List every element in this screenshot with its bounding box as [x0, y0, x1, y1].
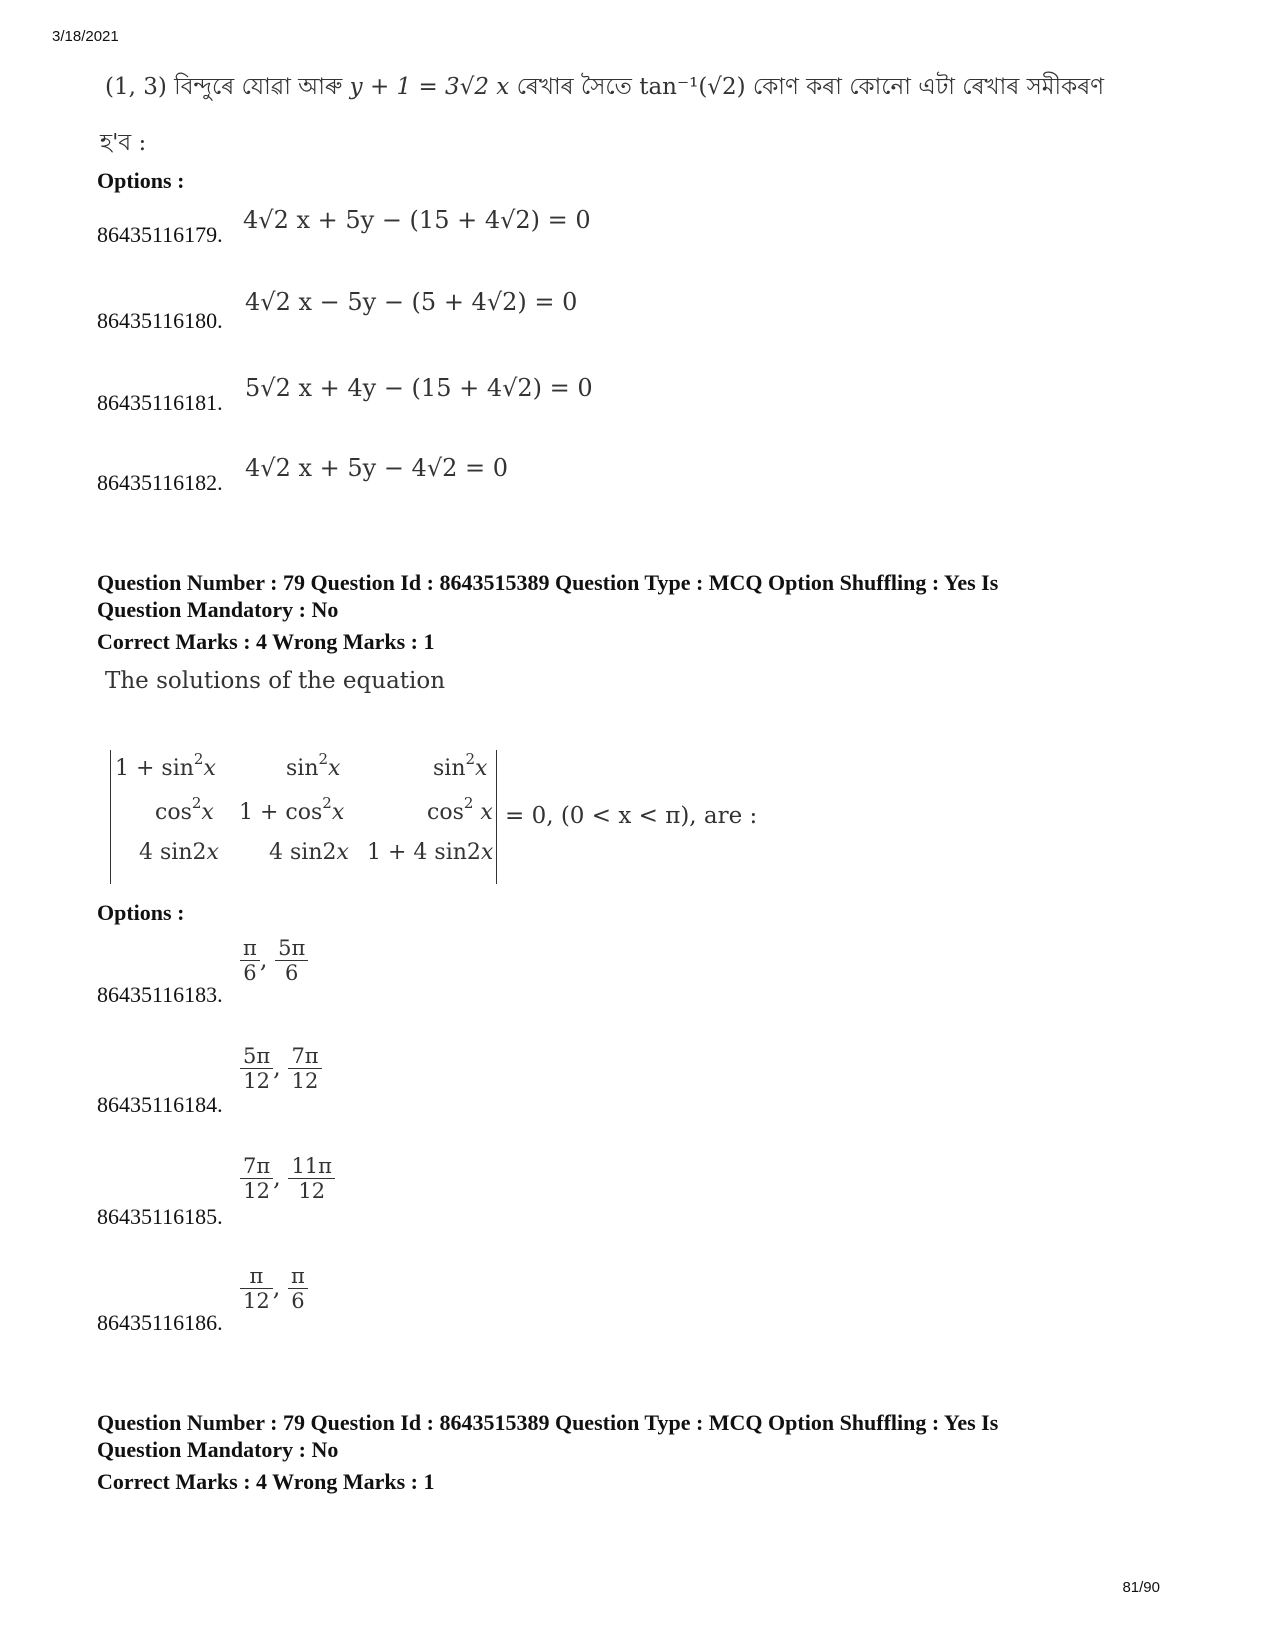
q80-meta-line2: Question Mandatory : No [97, 1437, 339, 1462]
q79-marks: Correct Marks : 4 Wrong Marks : 1 [97, 629, 435, 654]
det-cell: $1 + \sin^2x$ [115, 750, 216, 781]
option-fractions: $\frac{5\pi}{12}$ , $\frac{7\pi}{12}$ [240, 1044, 322, 1093]
determinant-suffix: = 0, (0 < x < π), are : [505, 803, 758, 829]
option-id: 86435116181. [97, 390, 223, 415]
q80-marks: Correct Marks : 4 Wrong Marks : 1 [97, 1469, 435, 1494]
q78-question-line2: হ'ব : [100, 130, 147, 156]
option-expression: 5√2 x + 4y − (15 + 4√2) = 0 [245, 374, 593, 402]
option-id: 86435116180. [97, 308, 223, 333]
option-id: 86435116182. [97, 470, 223, 495]
option-fractions: $\frac{\pi}{12}$ , $\frac{\pi}{6}$ [240, 1264, 308, 1313]
q79-question-text: The solutions of the equation [105, 668, 446, 694]
q78-prefix: (1, 3) বিন্দুৰে যোৱা আৰু [105, 74, 343, 100]
page-number: 81/90 [1122, 1579, 1160, 1596]
det-cell: $\sin^2x$ [433, 750, 488, 781]
det-cell: $\cos^2 x$ [427, 794, 493, 825]
option-id: 86435116186. [97, 1310, 223, 1335]
q80-meta-line1: Question Number : 79 Question Id : 8643515389 Question Type : MCQ Option Shuffling : Yes Is [97, 1410, 999, 1435]
det-cell: $1 + \cos^2x$ [239, 794, 345, 825]
det-cell: 4 sin2x [139, 840, 219, 865]
q79-options-label: Options : [97, 900, 185, 925]
det-cell: $\sin^2x$ [286, 750, 341, 781]
option-fractions: $\frac{7\pi}{12}$ , $\frac{11\pi}{12}$ [240, 1154, 335, 1203]
option-expression: 4√2 x + 5y − (15 + 4√2) = 0 [243, 206, 591, 234]
option-fractions: $\frac{\pi}{6}$ , $\frac{5\pi}{6}$ [240, 936, 308, 985]
option-expression: 4√2 x + 5y − 4√2 = 0 [245, 454, 509, 482]
det-cell: 4 sin2x [269, 840, 349, 865]
q78-mid: ৰেখাৰ সৈতে tan⁻¹(√2) কোণ কৰা কোনো এটা ৰেখাৰ সমীকৰণ [516, 74, 1105, 100]
q78-options-label: Options : [97, 168, 185, 193]
option-id: 86435116185. [97, 1204, 223, 1229]
determinant-matrix [110, 750, 497, 884]
q78-equation: y + 1 = 3√2 x [349, 74, 510, 100]
q78-question-line1 [105, 68, 1104, 107]
det-cell: 1 + 4 sin2x [367, 840, 494, 865]
option-expression: 4√2 x − 5y − (5 + 4√2) = 0 [245, 288, 578, 316]
q79-meta-line2: Question Mandatory : No [97, 597, 339, 622]
option-id: 86435116184. [97, 1092, 223, 1117]
option-id: 86435116183. [97, 982, 223, 1007]
print-date: 3/18/2021 [52, 28, 119, 45]
option-id: 86435116179. [97, 222, 223, 247]
q79-meta-line1: Question Number : 79 Question Id : 8643515389 Question Type : MCQ Option Shuffling : Yes Is [97, 570, 999, 595]
det-cell: $\cos^2x$ [155, 794, 214, 825]
